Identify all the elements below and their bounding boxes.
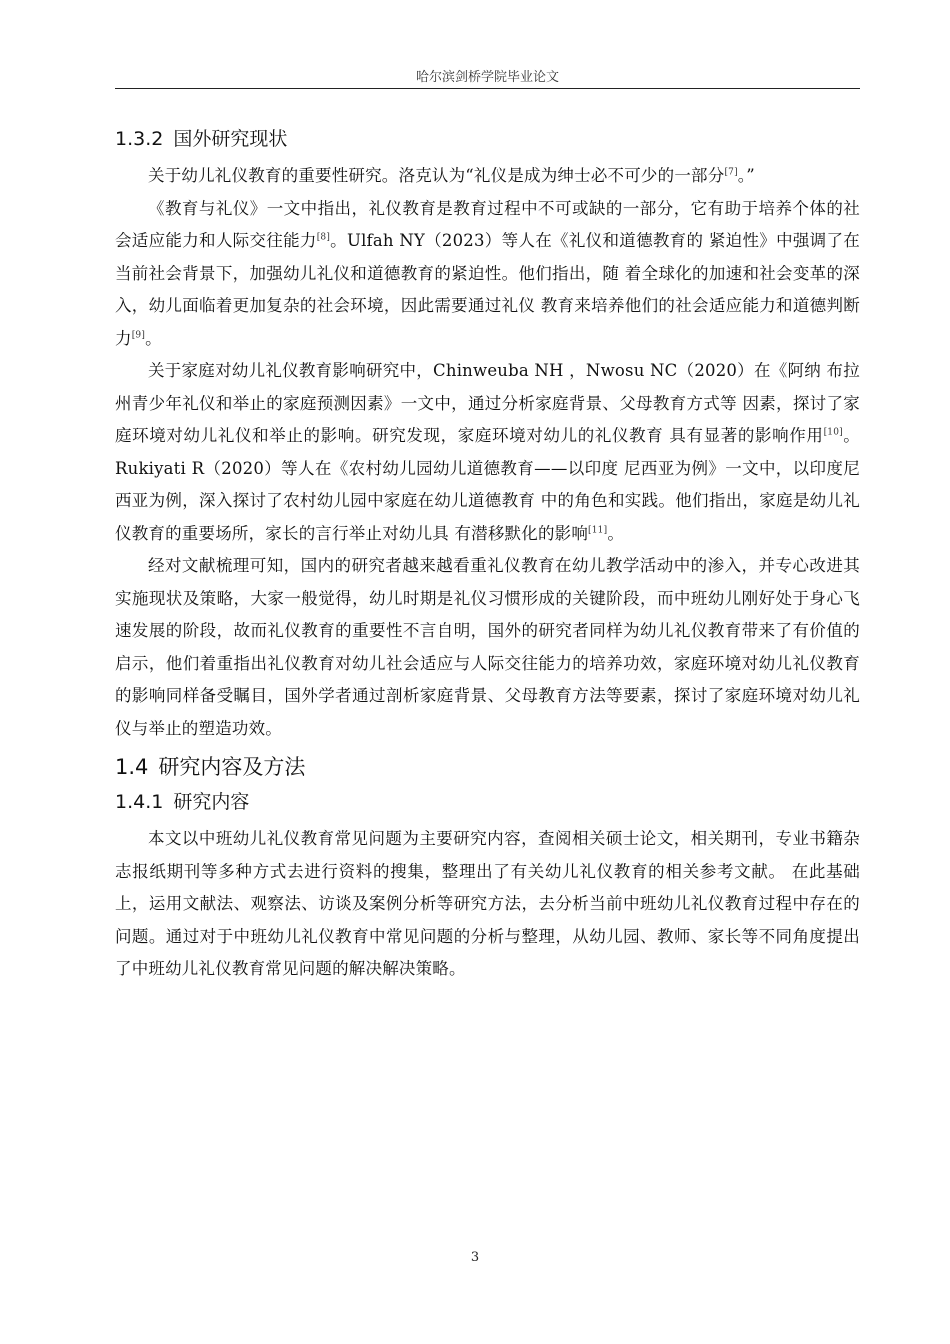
paragraph-text: 。” bbox=[737, 166, 755, 185]
page-number: 3 bbox=[470, 1250, 480, 1265]
section-title: 研究内容及方法 bbox=[158, 755, 306, 779]
paragraph-text: 关于家庭对幼儿礼仪教育影响研究中，Chinweuba NH ，Nwosu NC（2020）在《阿纳 布拉州青少年礼仪和举止的家庭预测因素》一文中，通过分析家庭背景、父母教育方式等 因素，探讨了家庭环境对幼儿礼仪和举止的影响。研究发现，家庭环境对幼儿的礼仪教育 具有显著的影响作用 bbox=[115, 361, 860, 445]
running-header: 哈尔滨剑桥学院毕业论文 bbox=[415, 70, 559, 85]
section-heading-1-3-2 bbox=[115, 126, 860, 152]
section-title: 国外研究现状 bbox=[173, 128, 288, 150]
header-divider bbox=[115, 88, 860, 89]
paragraph-text: 。Ulfah NY（2023）等人在《礼仪和道德教育的 紧迫性》中强调了在当前社会背景下，加强幼儿礼仪和道德教育的紧迫性。他们指出，随 着全球化的加速和社会变革的深入，幼儿面临着更加复杂的社会环境，因此需要通过礼仪 教育来培养他们的社会适应能力和道德判断力 bbox=[115, 231, 860, 348]
citation-ref: [11] bbox=[588, 525, 608, 535]
paragraph-literature-summary: 经对文献梳理可知，国内的研究者越来越看重礼仪教育在幼儿教学活动中的渗入，并专心改进其实施现状及策略，大家一般觉得，幼儿时期是礼仪习惯形成的关键阶段，而中班幼儿刚好处于身心飞速发展的阶段，故而礼仪教育的重要性不言自明，国外的研究者同样为幼儿礼仪教育带来了有价值的启示，他们着重指出礼仪教育对幼儿社会适应与人际交往能力的培养功效，家庭环境对幼儿礼仪教育的影响同样备受瞩目，国外学者通过剖析家庭背景、父母教育方法等要素，探讨了家庭环境对幼儿礼仪与举止的塑造功效。 bbox=[115, 556, 860, 738]
paragraph-text: 。 bbox=[607, 523, 625, 543]
paragraph-family-influence bbox=[115, 355, 860, 550]
citation-ref: [9] bbox=[131, 330, 146, 340]
paragraph-education-etiquette bbox=[115, 193, 860, 356]
citation-ref: [10] bbox=[823, 427, 843, 438]
section-title: 研究内容 bbox=[173, 791, 250, 813]
document-body bbox=[115, 120, 860, 986]
section-number: 1.4.1 bbox=[115, 791, 164, 813]
section-heading-1-4-1 bbox=[115, 789, 860, 815]
paragraph-research-content: 本文以中班幼儿礼仪教育常见问题为主要研究内容，查阅相关硕士论文，相关期刊，专业书籍杂志报纸期刊等多种方式去进行资料的搜集，整理出了有关幼儿礼仪教育的相关参考文献。 在此基础上，运用文献法、观察法、访谈及案例分析等研究方法，去分析当前中班幼儿礼仪教育过程中存在的问题。通过对于中班幼儿礼仪教育中常见问题的分析与整理，从幼儿园、教师、家长等不同角度提出了中班幼儿礼仪教育常见问题的解决解决策略。 bbox=[115, 829, 860, 978]
paragraph-text: 。 bbox=[145, 328, 162, 348]
section-number: 1.3.2 bbox=[115, 128, 164, 150]
section-number: 1.4 bbox=[115, 755, 149, 779]
paragraph-text: 关于幼儿礼仪教育的重要性研究。洛克认为“礼仪是成为绅士必不可少的一部分 bbox=[148, 166, 725, 185]
section-heading-1-4 bbox=[115, 753, 860, 781]
citation-ref: [8] bbox=[316, 232, 331, 243]
citation-ref: [7] bbox=[724, 167, 738, 178]
paragraph-text: 《教育与礼仪》一文中指出，礼仪教育是教育过程中不可或缺的一部分，它有助于培养个体的社会适应能力和人际交往能力 bbox=[115, 198, 860, 250]
paragraph-etiquette-importance bbox=[115, 160, 860, 193]
paragraph-text: 。Rukiyati R（2020）等人在《农村幼儿园幼儿道德教育——以印度 尼西亚为例》一文中，以印度尼西亚为例，深入探讨了农村幼儿园中家庭在幼儿道德教育 中的角色和实践。他们指出，家庭是幼儿礼仪教育的重要场所，家长的言行举止对幼儿具 有潜移默化的影响 bbox=[115, 426, 860, 543]
